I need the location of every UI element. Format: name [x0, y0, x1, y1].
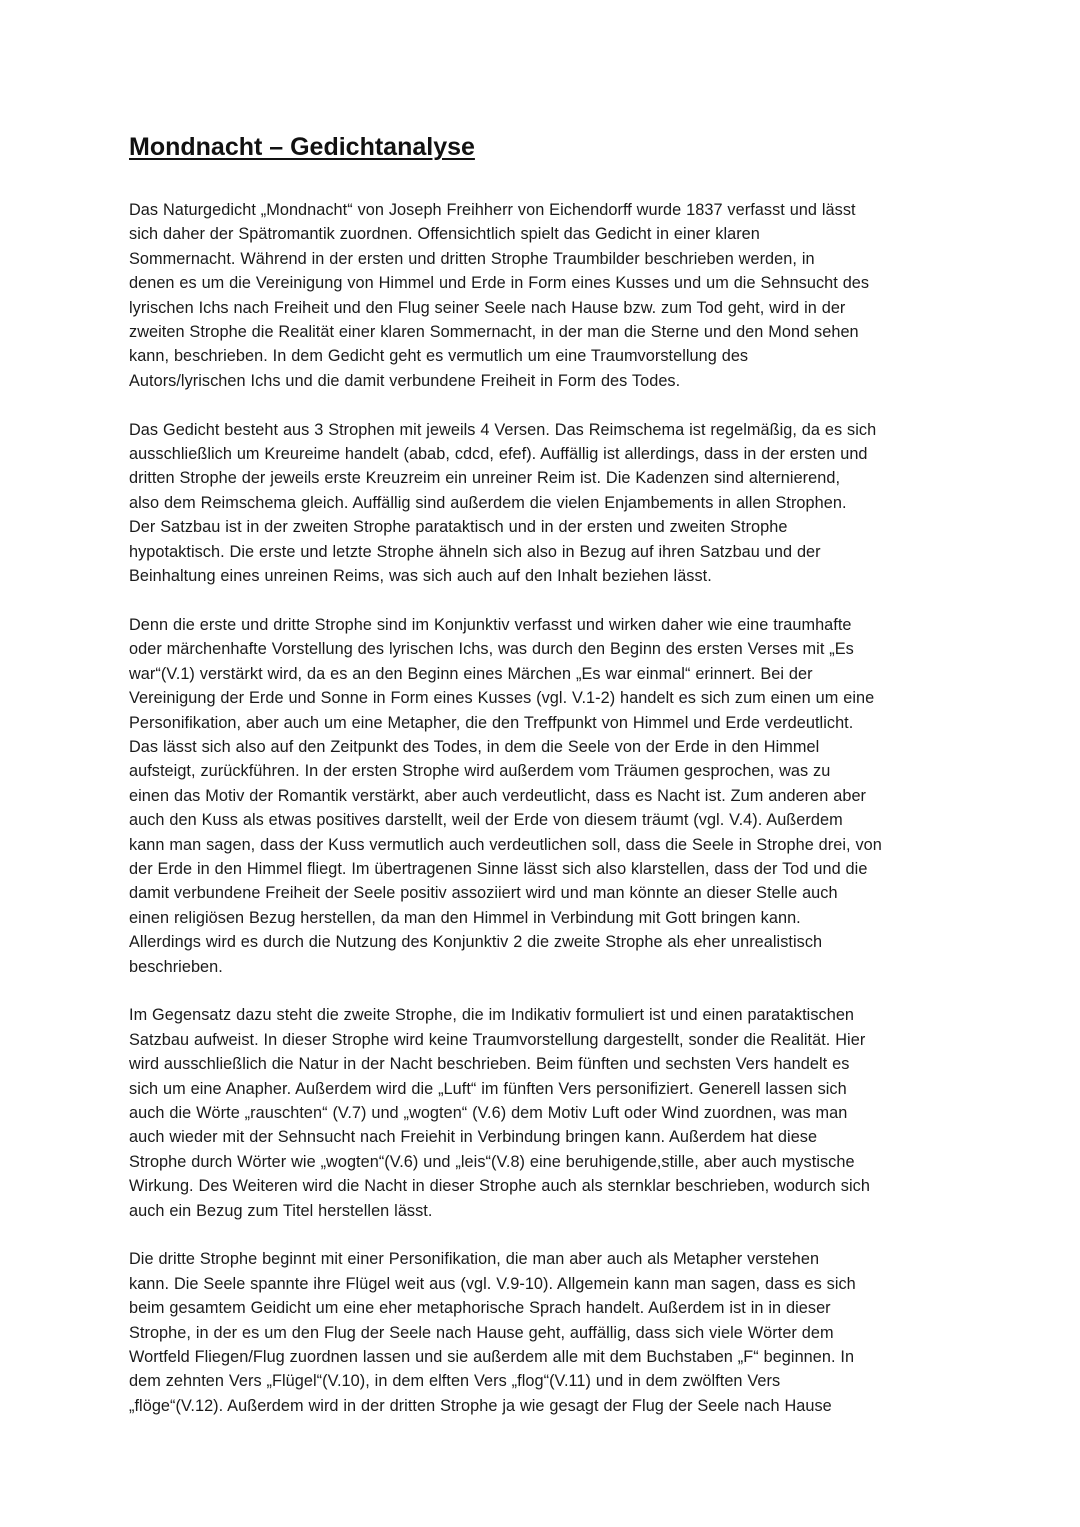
text-line: kann man sagen, dass der Kuss vermutlich auch verdeutlichen soll, dass die Seele in Strophe drei, von [129, 835, 882, 854]
text-line: beim gesamtem Geidicht um eine eher metaphorische Sprach handelt. Außerdem ist in in dieser [129, 1299, 831, 1318]
text-line: zweiten Strophe die Realität einer klaren Sommernacht, in der man die Sterne und den Mond sehen [129, 323, 859, 342]
text-line: Personifikation, aber auch um eine Metapher, die den Treffpunkt von Himmel und Erde verdeutlicht. [129, 713, 854, 732]
text-line: Der Satzbau ist in der zweiten Strophe parataktisch und in der ersten und zweiten Strophe [129, 518, 788, 537]
text-line: Wortfeld Fliegen/Flug zuordnen lassen und sie außerdem alle mit dem Buchstaben „F“ beginnen. In [129, 1348, 855, 1367]
text-line: Autors/lyrischen Ichs und die damit verbundene Freiheit in Form des Todes. [129, 371, 681, 390]
paragraph [129, 1003, 959, 1223]
text-line: aufsteigt, zurückführen. In der ersten Strophe wird außerdem vom Träumen gesprochen, was zu [129, 762, 831, 781]
text-line: Das Naturgedicht „Mondnacht“ von Joseph Freihherr von Eichendorff wurde 1837 verfasst und lässt [129, 201, 856, 219]
text-line: auch den Kuss als etwas positives darstellt, weil der Erde von diesem träumt (vgl. V.4). Außerdem [129, 811, 843, 830]
text-line: auch ein Bezug zum Titel herstellen lässt. [129, 1201, 433, 1220]
paragraph [129, 418, 959, 589]
paragraph-list [129, 198, 959, 1418]
text-line: Vereinigung der Erde und Sonne in Form eines Kusses (vgl. V.1-2) handelt es sich zum einen um eine [129, 689, 875, 708]
text-line: „flöge“(V.12). Außerdem wird in der dritten Strophe ja wie gesagt der Flug der Seele nach Hause [129, 1396, 832, 1415]
text-line: auch die Wörte „rauschten“ (V.7) und „wogten“ (V.6) dem Motiv Luft oder Wind zuordnen, was man [129, 1103, 848, 1122]
paragraph [129, 1247, 959, 1418]
text-line: Strophe, in der es um den Flug der Seele nach Hause geht, auffällig, dass sich viele Wörter dem [129, 1323, 834, 1342]
text-line: denen es um die Vereinigung von Himmel und Erde in Form eines Kusses und um die Sehnsucht des [129, 274, 870, 293]
text-line: Beinhaltung eines unreinen Reims, was sich auch auf den Inhalt beziehen lässt. [129, 567, 712, 586]
page-title: Mondnacht – Gedichtanalyse [129, 133, 475, 161]
document-body [129, 130, 959, 1443]
text-line: dem zehnten Vers „Flügel“(V.10), in dem elften Vers „flog“(V.11) und in dem zwölften Vers [129, 1372, 781, 1391]
text-line: hypotaktisch. Die erste und letzte Strophe ähneln sich also in Bezug auf ihren Satzbau und der [129, 542, 821, 561]
text-line: einen das Motiv der Romantik verstärkt, aber auch verdeutlicht, dass es Nacht ist. Zum anderen aber [129, 786, 867, 805]
text-line: beschrieben. [129, 957, 223, 976]
text-line: sich um eine Anapher. Außerdem wird die „Luft“ im fünften Vers personifiziert. Generell lassen sich [129, 1079, 847, 1098]
text-line: Die dritte Strophe beginnt mit einer Personifikation, die man aber auch als Metapher verstehen [129, 1250, 820, 1269]
text-line: kann, beschrieben. In dem Gedicht geht es vermutlich um eine Traumvorstellung des [129, 347, 749, 366]
text-line: wird ausschließlich die Natur in der Nacht beschrieben. Beim fünften und sechsten Vers handelt es [129, 1055, 850, 1074]
paragraph [129, 613, 959, 979]
text-line: Das Gedicht besteht aus 3 Strophen mit jeweils 4 Versen. Das Reimschema ist regelmäßig, da es sich [129, 420, 877, 439]
text-line: war“(V.1) verstärkt wird, da es an den Beginn eines Märchen „Es war einmal“ erinnert. Bei der [129, 664, 813, 683]
text-line: sich daher der Spätromantik zuordnen. Offensichtlich spielt das Gedicht in einer klaren [129, 225, 760, 244]
text-line: dritten Strophe der jeweils erste Kreuzreim ein unreiner Reim ist. Die Kadenzen sind alternierend, [129, 469, 841, 488]
text-line: Das lässt sich also auf den Zeitpunkt des Todes, in dem die Seele von der Erde in den Himmel [129, 737, 820, 756]
text-line: damit verbundene Freiheit der Seele positiv assoziiert wird und man könnte an dieser Stelle auch [129, 884, 838, 903]
text-line: also dem Reimschema gleich. Auffällig sind außerdem die vielen Enjambements in allen Strophen. [129, 493, 847, 512]
text-line: lyrischen Ichs nach Freiheit und den Flug seiner Seele nach Hause bzw. zum Tod geht, wird in der [129, 298, 846, 317]
text-line: Strophe durch Wörter wie „wogten“(V.6) und „leis“(V.8) eine beruhigende,stille, aber auch mystische [129, 1152, 855, 1171]
paragraph [129, 198, 959, 393]
text-line: der Erde in den Himmel fliegt. Im übertragenen Sinne lässt sich also klarstellen, dass der Tod und die [129, 859, 868, 878]
text-line: Wirkung. Des Weiteren wird die Nacht in dieser Strophe auch als sternklar beschrieben, wodurch sich [129, 1177, 870, 1196]
text-line: Allerdings wird es durch die Nutzung des Konjunktiv 2 die zweite Strophe als eher unrealistisch [129, 933, 823, 952]
text-line: Im Gegensatz dazu steht die zweite Strophe, die im Indikativ formuliert ist und einen parataktischen [129, 1006, 855, 1025]
text-line: auch wieder mit der Sehnsucht nach Freiehit in Verbindung bringen kann. Außerdem hat diese [129, 1128, 818, 1147]
text-line: Sommernacht. Während in der ersten und dritten Strophe Traumbilder beschrieben werden, in [129, 249, 815, 268]
text-line: oder märchenhafte Vorstellung des lyrischen Ichs, was durch den Beginn des ersten Verses mit „Es [129, 640, 854, 659]
text-line: Denn die erste und dritte Strophe sind im Konjunktiv verfasst und wirken daher wie eine traumhafte [129, 615, 852, 634]
text-line: ausschließlich um Kreureime handelt (abab, cdcd, efef). Auffällig ist allerdings, dass in der ersten und [129, 445, 868, 464]
text-line: einen religiösen Bezug herstellen, da man den Himmel in Verbindung mit Gott bringen kann. [129, 908, 801, 927]
text-line: Satzbau aufweist. In dieser Strophe wird keine Traumvorstellung dargestellt, sonder die Realität. Hier [129, 1030, 866, 1049]
text-line: kann. Die Seele spannte ihre Flügel weit aus (vgl. V.9-10). Allgemein kann man sagen, dass es sich [129, 1274, 856, 1293]
